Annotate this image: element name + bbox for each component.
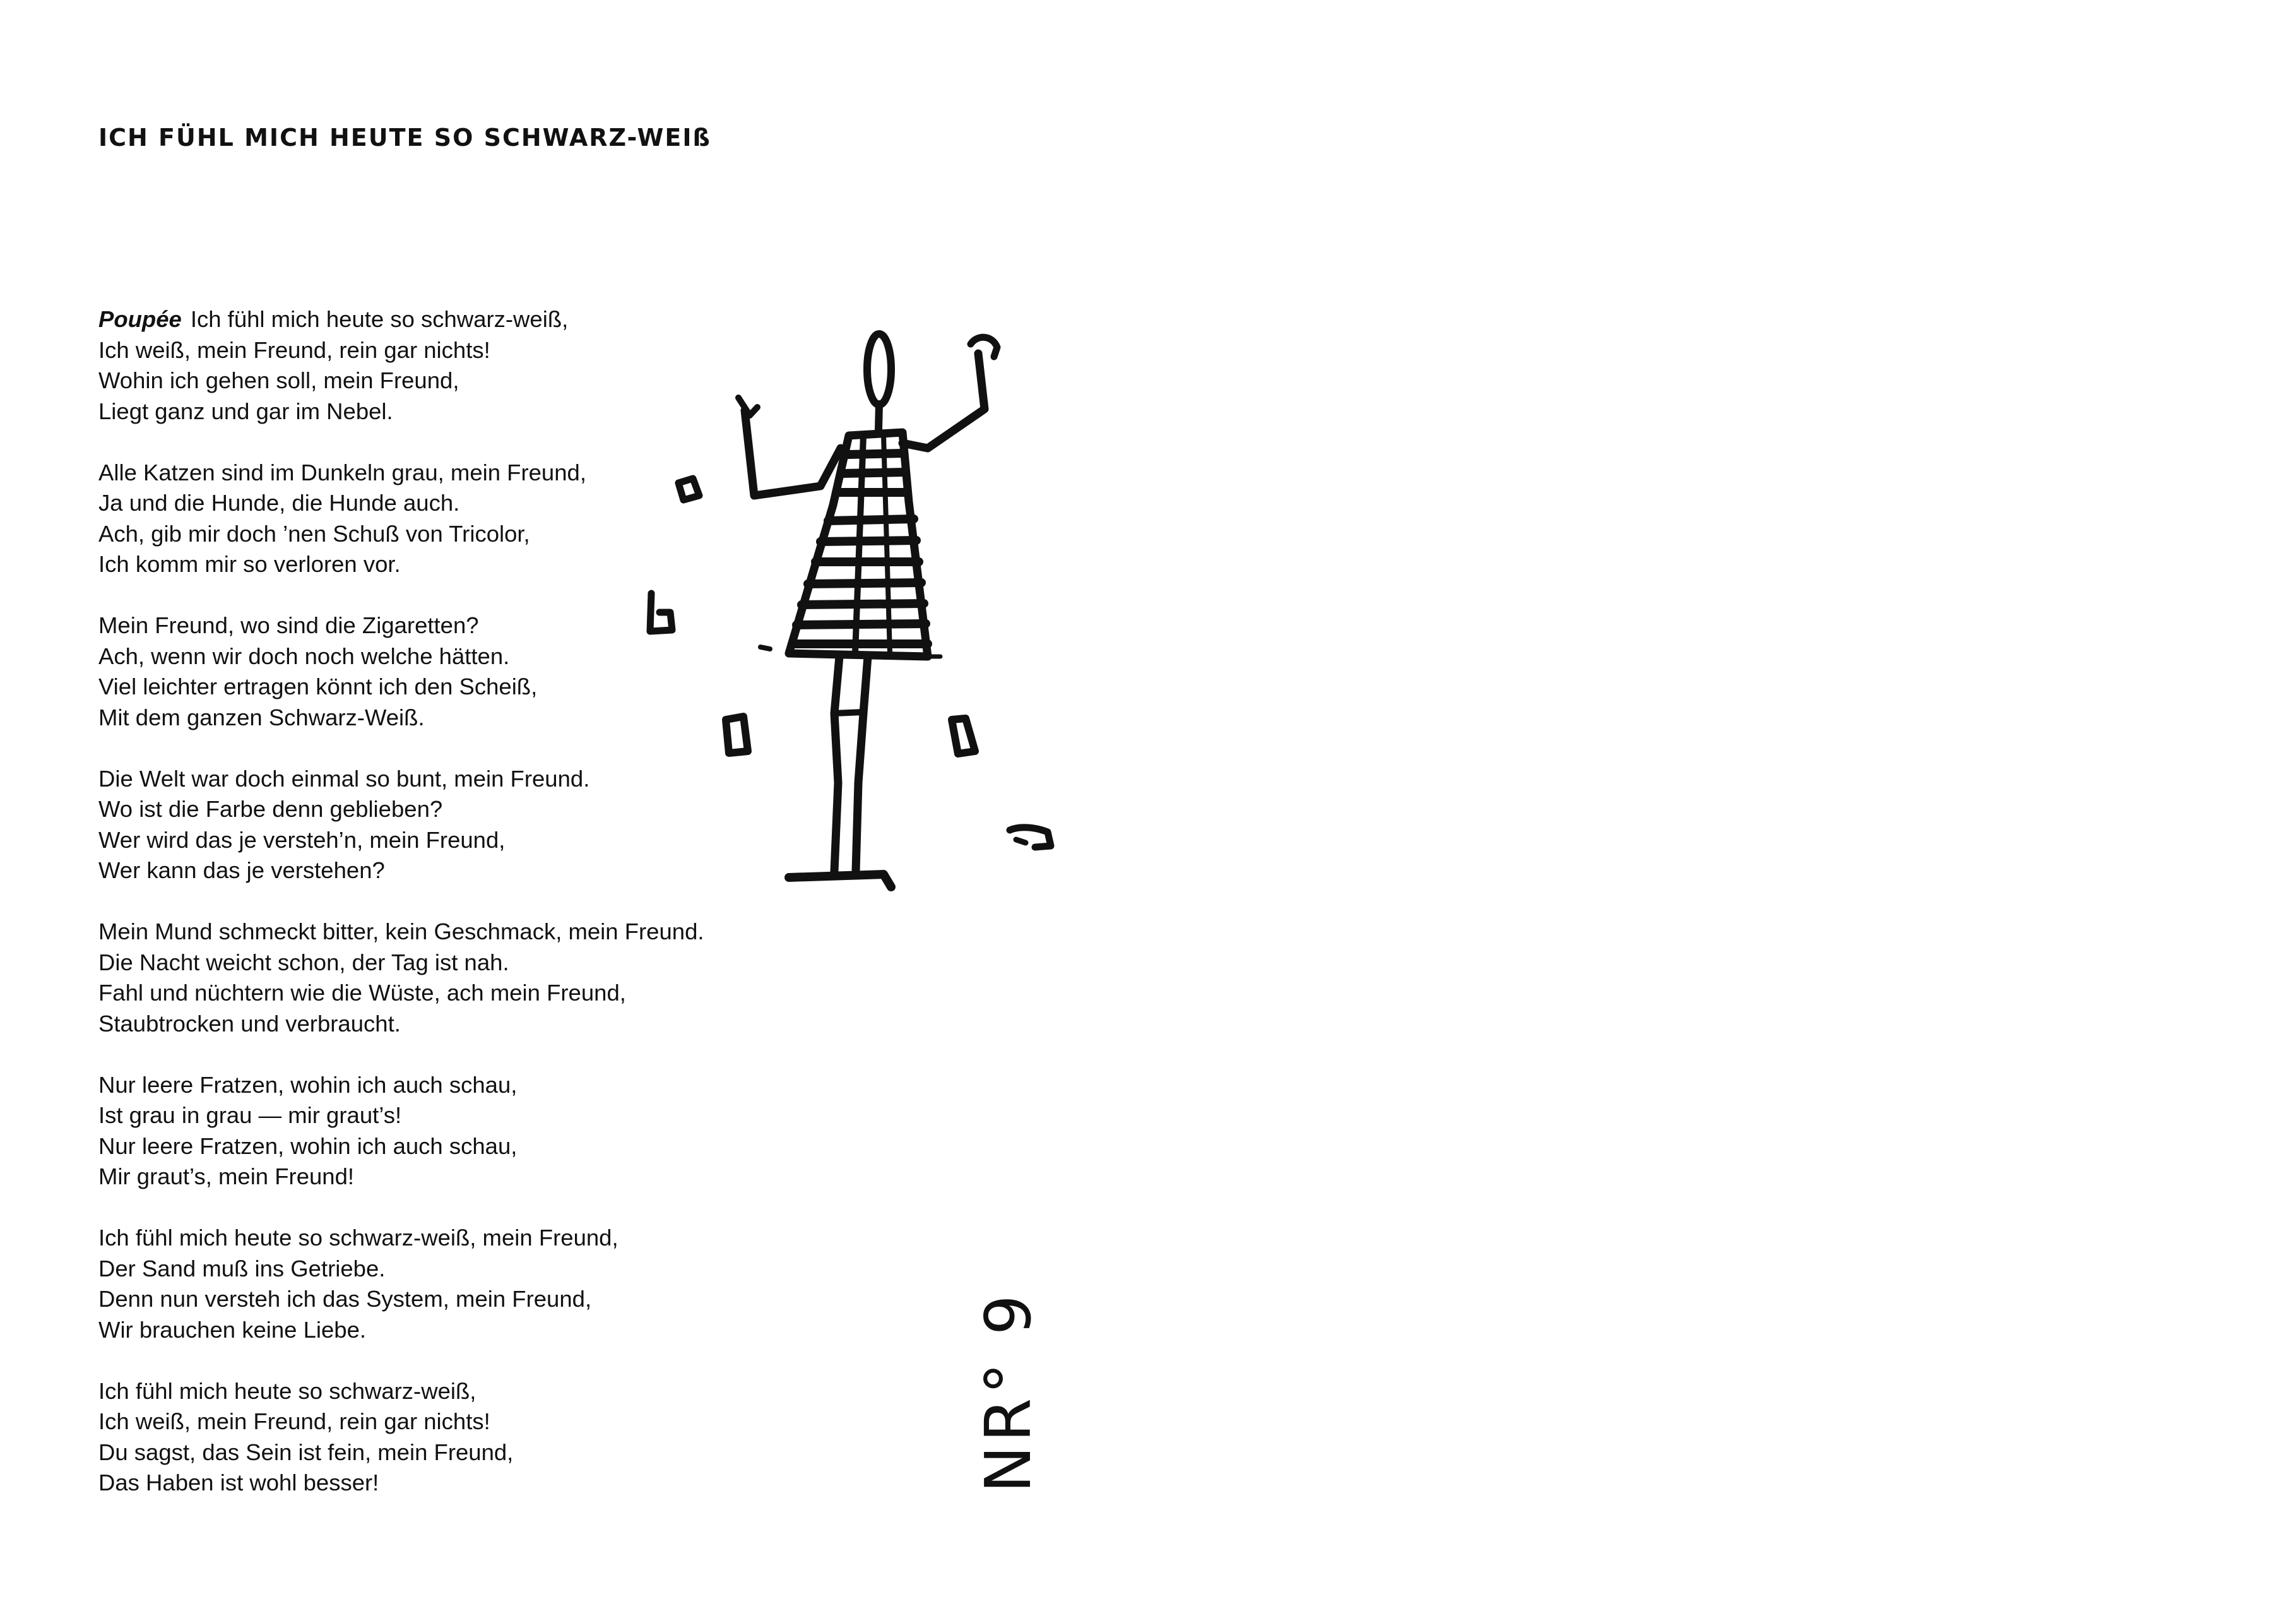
- lyric-line: Ich weiß, mein Freund, rein gar nichts!: [98, 1408, 490, 1434]
- lyric-line: Viel leichter ertragen könnt ich den Scheiß,: [98, 674, 538, 699]
- figure-left-leg: [834, 657, 839, 871]
- lyric-line: Liegt ganz und gar im Nebel.: [98, 398, 393, 424]
- juggle-ball-1: [678, 479, 699, 500]
- juggle-ball-3: [726, 716, 748, 753]
- song-number-label: NR° 9: [971, 1291, 1045, 1493]
- lyric-line: Wo ist die Farbe denn geblieben?: [98, 796, 443, 822]
- figure-feet: [789, 874, 891, 887]
- stanza: [98, 1223, 793, 1345]
- figure-right-leg: [856, 657, 868, 871]
- lyric-line: Ich fühl mich heute so schwarz-weiß, mein Freund,: [98, 1225, 618, 1251]
- figure-left-arm: [745, 410, 841, 496]
- lyric-line: Die Welt war doch einmal so bunt, mein Freund.: [98, 765, 590, 792]
- juggle-ball-4: [952, 718, 975, 754]
- lyric-line: Ach, wenn wir doch noch welche hätten.: [98, 643, 510, 669]
- lyric-line: Ach, gib mir doch ’nen Schuß von Tricolor,: [98, 520, 530, 547]
- lyric-line: Mein Freund, wo sind die Zigaretten?: [98, 612, 479, 638]
- lyric-line: Alle Katzen sind im Dunkeln grau, mein Freund,: [98, 459, 586, 485]
- lyric-line: Die Nacht weicht schon, der Tag ist nah.: [98, 949, 509, 975]
- lyric-line: Denn nun versteh ich das System, mein Freund,: [98, 1286, 592, 1312]
- lyric-line: Wir brauchen keine Liebe.: [98, 1316, 367, 1343]
- juggle-ball-2: [650, 593, 672, 631]
- lyric-line: Ist grau in grau — mir graut’s!: [98, 1102, 402, 1128]
- lyric-line: Nur leere Fratzen, wohin ich auch schau,: [98, 1071, 518, 1098]
- figure-head: [867, 334, 891, 405]
- figure-right-arm: [902, 354, 985, 448]
- lyric-line: Wer wird das je versteh’n, mein Freund,: [98, 826, 506, 853]
- lyric-line: Fahl und nüchtern wie die Wüste, ach mein Freund,: [98, 980, 626, 1006]
- stanza: [98, 1376, 793, 1499]
- lyric-line: Ich komm mir so verloren vor.: [98, 551, 401, 577]
- lyric-line: Ich fühl mich heute so schwarz-weiß,: [98, 1377, 476, 1404]
- lyric-line: Nur leere Fratzen, wohin ich auch schau,: [98, 1132, 518, 1159]
- lyric-line: Ja und die Hunde, die Hunde auch.: [98, 490, 460, 516]
- lyric-line: Der Sand muß ins Getriebe.: [98, 1255, 386, 1281]
- juggling-figure-illustration: [631, 303, 1136, 941]
- lyric-line: Das Haben ist wohl besser!: [98, 1470, 379, 1495]
- speaker-name: Poupée: [98, 306, 182, 332]
- lyric-line: Ich weiß, mein Freund, rein gar nichts!: [98, 336, 490, 363]
- lyric-line: Mit dem ganzen Schwarz-Weiß.: [98, 704, 425, 730]
- lyric-line: Mir graut’s, mein Freund!: [98, 1163, 355, 1189]
- lyric-line: Wer kann das je verstehen?: [98, 857, 385, 883]
- stanza: [98, 1070, 793, 1192]
- lyric-line: Wohin ich gehen soll, mein Freund,: [98, 367, 459, 393]
- lyric-line: Staubtrocken und verbraucht.: [98, 1010, 401, 1037]
- lyric-line: Du sagst, das Sein ist fein, mein Freund,: [98, 1439, 514, 1465]
- lyric-line: Mein Mund schmeckt bitter, kein Geschmack, mein Freund.: [98, 918, 704, 944]
- page-title: ICH FÜHL MICH HEUTE SO SCHWARZ-WEIß: [98, 124, 711, 152]
- lyric-line-text: Ich fühl mich heute so schwarz-weiß,: [190, 306, 569, 332]
